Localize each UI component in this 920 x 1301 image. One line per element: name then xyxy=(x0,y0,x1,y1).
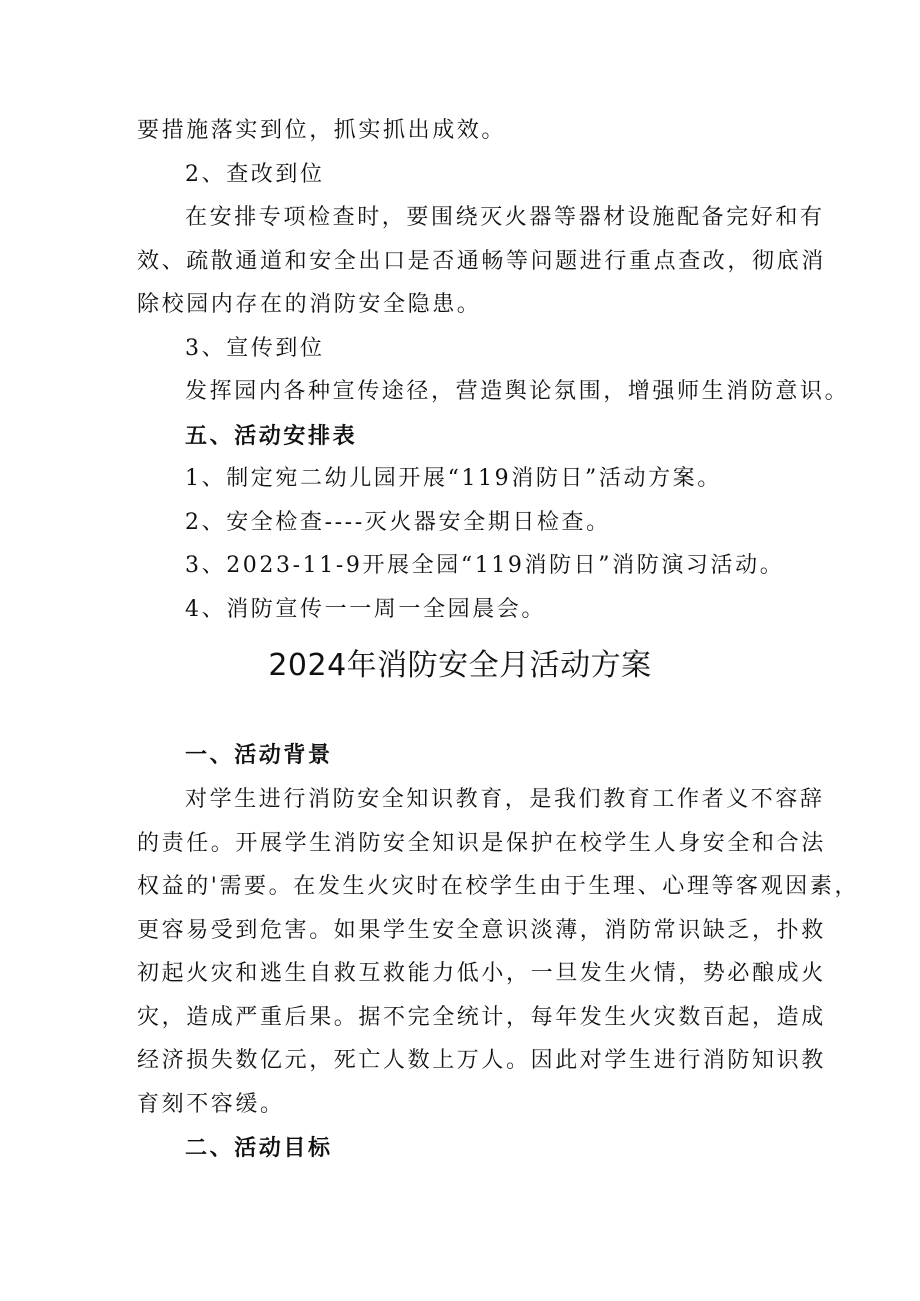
paragraph-line: 对学生进行消防安全知识教育，是我们教育工作者义不容辞 xyxy=(185,787,825,812)
section-heading: 二、活动目标 xyxy=(185,1135,333,1161)
subheading-line: 2、查改到位 xyxy=(185,162,325,187)
section-heading: 五、活动安排表 xyxy=(185,423,358,449)
paragraph-line: 发挥园内各种宣传途径，营造舆论氛围，增强师生消防意识。 xyxy=(185,379,850,404)
paragraph-line: 灾，造成严重后果。据不完全统计，每年发生火灾数百起，造成 xyxy=(137,1005,826,1030)
document-title: 2024年消防安全月活动方案 xyxy=(268,648,652,683)
paragraph-line: 要措施落实到位，抓实抓出成效。 xyxy=(137,118,507,143)
paragraph-line: 育刻不容缓。 xyxy=(137,1092,285,1117)
paragraph-line: 在安排专项检查时，要围绕灭火器等器材设施配备完好和有 xyxy=(185,205,825,230)
paragraph-line: 初起火灾和逃生自救互救能力低小，一旦发生火情，势必酿成火 xyxy=(137,961,826,986)
subheading-line: 3、宣传到位 xyxy=(185,336,325,361)
paragraph-line: 更容易受到危害。如果学生安全意识淡薄，消防常识缺乏，扑救 xyxy=(137,918,826,943)
list-item: 4、消防宣传一一周一全园晨会。 xyxy=(185,597,546,622)
paragraph-line: 效、疏散通道和安全出口是否通畅等问题进行重点查改，彻底消 xyxy=(137,249,826,274)
paragraph-line: 除校园内存在的消防安全隐患。 xyxy=(137,292,482,317)
section-heading: 一、活动背景 xyxy=(185,742,333,768)
list-item: 2、安全检查----灭火器安全期日检查。 xyxy=(185,510,611,535)
paragraph-line: 权益的'需要。在发生火灾时在校学生由于生理、心理等客观因素， xyxy=(137,874,860,899)
paragraph-line: 的责任。开展学生消防安全知识是保护在校学生人身安全和合法 xyxy=(137,831,826,856)
list-item: 3、2023-11-9开展全园“119消防日”消防演习活动。 xyxy=(185,553,785,578)
paragraph-line: 经济损失数亿元，死亡人数上万人。因此对学生进行消防知识教 xyxy=(137,1048,826,1073)
list-item: 1、制定宛二幼儿园开展“119消防日”活动方案。 xyxy=(185,466,722,491)
